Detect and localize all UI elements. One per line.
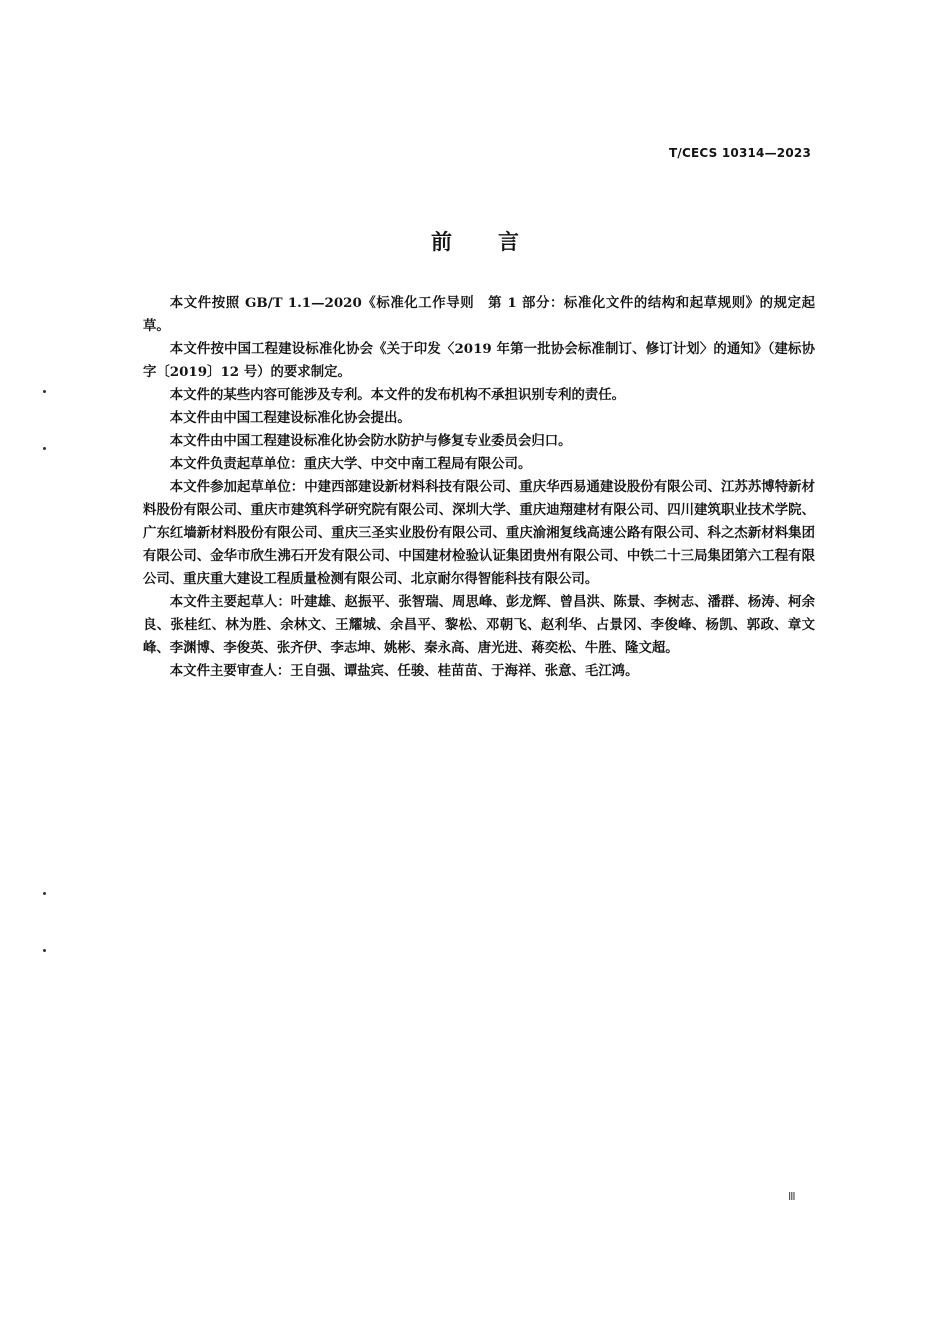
binding-hole-mark bbox=[43, 390, 46, 393]
page-number: Ⅲ bbox=[788, 1190, 796, 1203]
foreword-body bbox=[143, 292, 815, 683]
standard-code: T/CECS 10314—2023 bbox=[669, 146, 811, 160]
paragraph-drafting-rules: 本文件按照 GB/T 1.1—2020《标准化工作导则 第 1 部分：标准化文件的结构和起草规则》的规定起草。 bbox=[143, 295, 815, 334]
binding-hole-mark bbox=[43, 949, 46, 952]
paragraph-main-drafters: 本文件主要起草人：叶建雄、赵振平、张智瑞、周思峰、彭龙辉、曾昌洪、陈景、李树志、潘群、杨涛、柯余良、张桂红、林为胜、余林文、王耀城、余昌平、黎松、邓朝飞、赵利华、占景冈、李俊峰、杨凯、郭政、章文峰、李渊博、李俊英、张齐伊、李志坤、姚彬、秦永高、唐光进、蒋奕松、牛胜、隆文超。 bbox=[143, 594, 815, 656]
paragraph-administering-body: 本文件由中国工程建设标准化协会防水防护与修复专业委员会归口。 bbox=[169, 433, 572, 449]
binding-hole-mark bbox=[43, 447, 46, 450]
paragraph-patent-notice: 本文件的某些内容可能涉及专利。本文件的发布机构不承担识别专利的责任。 bbox=[169, 387, 626, 403]
binding-hole-mark bbox=[43, 892, 46, 895]
paragraph-lead-drafters: 本文件负责起草单位：重庆大学、中交中南工程局有限公司。 bbox=[169, 456, 532, 472]
paragraph-participating-units: 本文件参加起草单位：中建西部建设新材料科技有限公司、重庆华西易通建设股份有限公司、江苏苏博特新材料股份有限公司、重庆市建筑科学研究院有限公司、深圳大学、重庆迪翔建材有限公司、四川建筑职业技术学院、广东红墙新材料股份有限公司、重庆三圣实业股份有限公司、重庆渝湘复线高速公路有限公司、科之杰新材料集团有限公司、金华市欣生沸石开发有限公司、中国建材检验认证集团贵州有限公司、中铁二十三局集团第六工程有限公司、重庆重大建设工程质量检测有限公司、北京耐尔得智能科技有限公司。 bbox=[143, 479, 815, 587]
page-title: 前言 bbox=[431, 230, 565, 254]
paragraph-plan-basis: 本文件按中国工程建设标准化协会《关于印发〈2019 年第一批协会标准制订、修订计划〉的通知》（建标协字〔2019〕12 号）的要求制定。 bbox=[143, 341, 815, 380]
paragraph-proposer: 本文件由中国工程建设标准化协会提出。 bbox=[169, 410, 411, 426]
paragraph-main-reviewers: 本文件主要审查人：王自强、谭盐宾、任骏、桂苗苗、于海祥、张意、毛江鸿。 bbox=[169, 663, 639, 679]
